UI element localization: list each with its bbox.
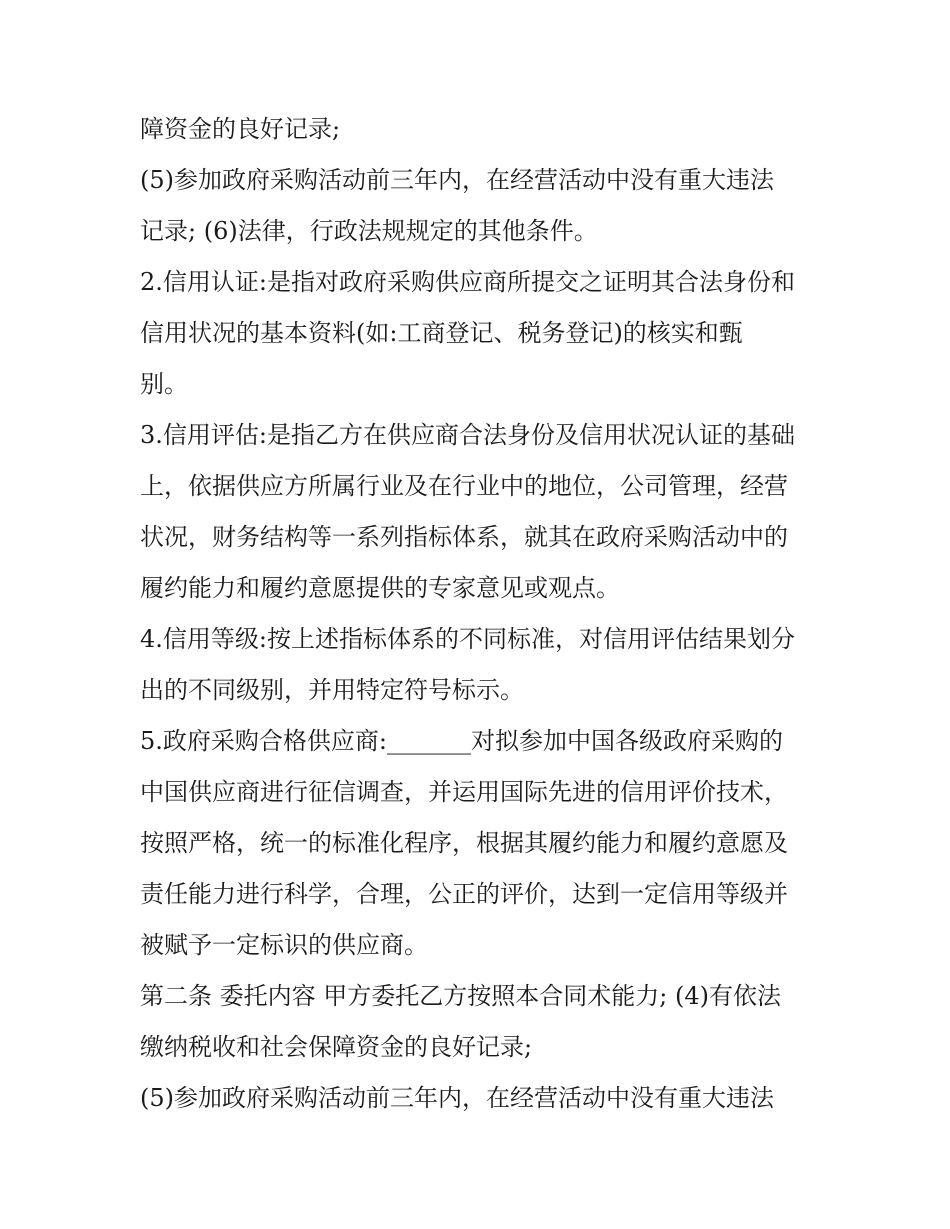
text-line: 障资金的良好记录;: [140, 115, 341, 143]
text-line: 第二条 委托内容 甲方委托乙方按照本合同术能力; (4)有依法: [140, 982, 781, 1010]
text-line: 缴纳税收和社会保障资金的良好记录;: [140, 1033, 533, 1061]
text-line: 中国供应商进行征信调查，并运用国际先进的信用评价技术，: [140, 778, 788, 806]
text-line: 记录; (6)法律，行政法规规定的其他条件。: [140, 217, 598, 245]
text-line: 上，依据供应方所属行业及在行业中的地位，公司管理，经营: [140, 472, 788, 500]
text-line: (5)参加政府采购活动前三年内，在经营活动中没有重大违法: [140, 166, 774, 194]
text-line: 责任能力进行科学，合理，公正的评价，达到一定信用等级并: [140, 880, 788, 908]
text-line: 2.信用认证:是指对政府采购供应商所提交之证明其合法身份和: [140, 268, 795, 296]
text-line: 4.信用等级:按上述指标体系的不同标准，对信用评估结果划分: [140, 625, 795, 653]
text-line: 按照严格，统一的标准化程序，根据其履约能力和履约意愿及: [140, 829, 788, 857]
text-line: 别。: [140, 370, 188, 398]
text-line: (5)参加政府采购活动前三年内，在经营活动中没有重大违法: [140, 1084, 774, 1112]
text-line: 出的不同级别，并用特定符号标示。: [140, 676, 524, 704]
text-line: 状况，财务结构等一系列指标体系，就其在政府采购活动中的: [140, 523, 788, 551]
text-line: 履约能力和履约意愿提供的专家意见或观点。: [140, 574, 620, 602]
text-line: 3.信用评估:是指乙方在供应商合法身份及信用状况认证的基础: [140, 421, 795, 449]
document-body: [140, 104, 820, 1124]
text-line: 5.政府采购合格供应商:_______对拟参加中国各级政府采购的: [140, 727, 783, 755]
text-line: 信用状况的基本资料(如:工商登记、税务登记)的核实和甄: [140, 319, 743, 347]
text-line: 被赋予一定标识的供应商。: [140, 931, 428, 959]
